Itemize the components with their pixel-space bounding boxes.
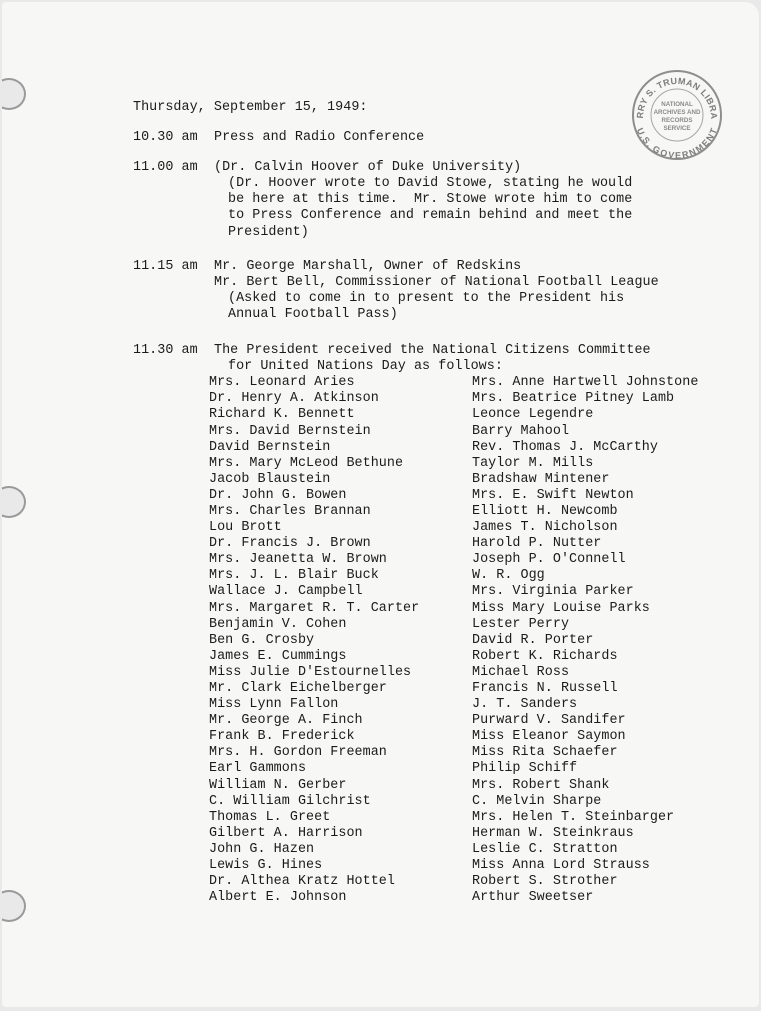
committee-member-name: Thomas L. Greet: [209, 809, 331, 825]
committee-member-name: Miss Mary Louise Parks: [472, 600, 650, 616]
committee-member-name: David R. Porter: [472, 632, 594, 648]
committee-member-name: Mrs. Anne Hartwell Johnstone: [472, 375, 699, 391]
names-column-right: [472, 375, 735, 906]
committee-member-name: Leslie C. Stratton: [472, 841, 618, 857]
committee-member-name: David Bernstein: [209, 439, 331, 455]
committee-member-name: Ben G. Crosby: [209, 632, 315, 648]
committee-member-name: Leonce Legendre: [472, 407, 594, 423]
committee-member-name: Earl Gammons: [209, 761, 307, 777]
stamp-bottom-text: U.S. GOVERNMENT: [634, 126, 720, 161]
committee-member-name: James T. Nicholson: [472, 520, 618, 536]
committee-member-name: Mrs. Virginia Parker: [472, 584, 634, 600]
entry-line: The President received the National Citizens Committee: [214, 343, 651, 359]
committee-member-name: Mrs. David Bernstein: [209, 423, 371, 439]
entry-time: 11.15 am: [133, 258, 198, 274]
committee-member-name: Mrs. Mary McLeod Bethune: [209, 455, 404, 471]
committee-member-name: Mrs. H. Gordon Freeman: [209, 745, 387, 761]
schedule-entry: [133, 130, 723, 146]
committee-member-name: Lewis G. Hines: [209, 858, 323, 874]
committee-member-name: Miss Rita Schaefer: [472, 745, 618, 761]
committee-member-name: Elliott H. Newcomb: [472, 503, 618, 519]
stamp-center-line: SERVICE: [663, 125, 691, 132]
committee-member-name: Rev. Thomas J. McCarthy: [472, 439, 658, 455]
committee-member-name: Mr. Clark Eichelberger: [209, 681, 387, 696]
committee-member-name: Mrs. Beatrice Pitney Lamb: [472, 391, 675, 407]
committee-member-name: James E. Cummings: [209, 648, 347, 664]
committee-member-name: Mrs. Charles Brannan: [209, 503, 371, 519]
committee-member-name: William N. Gerber: [209, 777, 347, 793]
committee-member-name: C. Melvin Sharpe: [472, 793, 602, 809]
entry-line: be here at this time. Mr. Stowe wrote him to come: [228, 192, 633, 208]
stamp-center-line: NATIONAL: [661, 101, 693, 108]
binder-hole: [2, 78, 26, 110]
committee-member-name: Taylor M. Mills: [472, 455, 594, 471]
committee-names: [209, 375, 735, 906]
committee-member-name: Miss Lynn Fallon: [209, 697, 339, 713]
stamp-center-line: RECORDS: [661, 117, 693, 124]
entry-line: (Dr. Calvin Hoover of Duke University): [214, 160, 522, 176]
committee-member-name: Mrs. Jeanetta W. Brown: [209, 552, 387, 568]
stamp-center-line: ARCHIVES AND: [653, 109, 701, 116]
entry-line: to Press Conference and remain behind and meet the: [228, 208, 633, 224]
committee-member-name: Mrs. E. Swift Newton: [472, 487, 634, 503]
committee-member-name: Dr. Francis J. Brown: [209, 536, 371, 552]
committee-member-name: Robert K. Richards: [472, 648, 618, 664]
entry-line: Mr. Bert Bell, Commissioner of National Football League: [214, 274, 659, 290]
committee-member-name: Arthur Sweetser: [472, 890, 594, 906]
committee-member-name: Mrs. Robert Shank: [472, 777, 610, 793]
committee-member-name: Joseph P. O'Connell: [472, 552, 626, 568]
committee-member-name: Bradshaw Mintener: [472, 471, 610, 487]
committee-member-name: Miss Julie D'Estournelles: [209, 664, 412, 680]
committee-member-name: Wallace J. Campbell: [209, 584, 363, 600]
committee-member-name: Philip Schiff: [472, 761, 578, 777]
entry-time: 11.30 am: [133, 343, 198, 359]
committee-member-name: Albert E. Johnson: [209, 890, 347, 906]
committee-member-name: Mrs. Leonard Aries: [209, 375, 355, 391]
stamp-top-text: RRY S. TRUMAN LIBRA: [634, 75, 720, 120]
committee-member-name: Robert S. Strother: [472, 874, 618, 890]
committee-member-name: Francis N. Russell: [472, 681, 618, 696]
entry-line: Press and Radio Conference: [214, 130, 425, 146]
committee-member-name: J. T. Sanders: [472, 697, 578, 713]
committee-member-name: John G. Hazen: [209, 841, 315, 857]
committee-member-name: Lou Brott: [209, 520, 282, 536]
committee-member-name: Michael Ross: [472, 664, 570, 680]
committee-member-name: Mrs. Helen T. Steinbarger: [472, 809, 675, 825]
document-page: [2, 2, 759, 1007]
committee-member-name: Mr. George A. Finch: [209, 713, 363, 729]
committee-member-name: Purward V. Sandifer: [472, 713, 626, 729]
entry-line: Mr. George Marshall, Owner of Redskins: [214, 258, 522, 274]
schedule: [133, 100, 723, 920]
entry-line: for United Nations Day as follows:: [228, 359, 503, 375]
date-heading: Thursday, September 15, 1949:: [133, 100, 368, 115]
committee-member-name: Miss Eleanor Saymon: [472, 729, 626, 745]
committee-member-name: Lester Perry: [472, 616, 570, 632]
entry-line: (Asked to come in to present to the President his: [228, 290, 625, 306]
committee-member-name: Dr. John G. Bowen: [209, 487, 347, 503]
schedule-entry: [133, 259, 723, 323]
committee-member-name: Jacob Blaustein: [209, 471, 331, 487]
committee-member-name: Frank B. Frederick: [209, 729, 355, 745]
committee-member-name: Mrs. Margaret R. T. Carter: [209, 600, 420, 616]
binder-hole: [2, 486, 26, 518]
binder-hole: [2, 890, 26, 922]
committee-member-name: Harold P. Nutter: [472, 536, 602, 552]
entry-line: (Dr. Hoover wrote to David Stowe, stating he would: [228, 176, 633, 192]
names-column-left: [209, 375, 472, 906]
committee-member-name: Mrs. J. L. Blair Buck: [209, 568, 379, 584]
committee-member-name: Herman W. Steinkraus: [472, 825, 634, 841]
committee-member-name: Dr. Henry A. Atkinson: [209, 391, 379, 407]
schedule-entry: [133, 160, 723, 240]
committee-member-name: Dr. Althea Kratz Hottel: [209, 874, 395, 890]
entry-line: Annual Football Pass): [228, 306, 398, 322]
committee-member-name: Richard K. Bennett: [209, 407, 355, 423]
committee-member-name: Gilbert A. Harrison: [209, 825, 363, 841]
entry-line: President): [228, 224, 309, 240]
committee-member-name: C. William Gilchrist: [209, 793, 371, 809]
committee-member-name: Miss Anna Lord Strauss: [472, 858, 650, 874]
committee-member-name: Benjamin V. Cohen: [209, 616, 347, 632]
entry-time: 11.00 am: [133, 160, 198, 176]
schedule-entry: [133, 343, 723, 906]
committee-member-name: Barry Mahool: [472, 423, 570, 439]
committee-member-name: W. R. Ogg: [472, 568, 545, 584]
entry-time: 10.30 am: [133, 130, 198, 146]
